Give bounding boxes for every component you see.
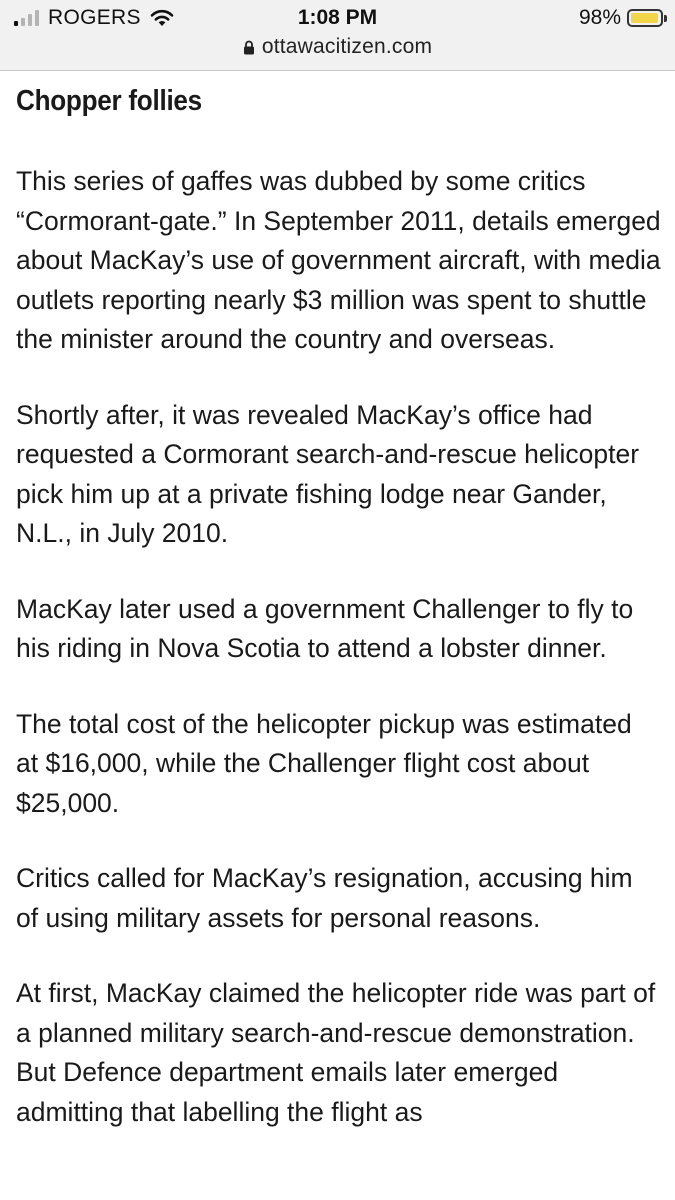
battery-group (579, 6, 663, 30)
lock-icon (243, 40, 255, 55)
address-bar[interactable] (0, 34, 675, 60)
clock: 1:08 PM (297, 6, 378, 29)
url-text: ottawacitizen.com (261, 35, 433, 58)
article-paragraph: The total cost of the helicopter pickup was estimated at $16,000, while the Challenger flight cost about $25,000. (16, 708, 632, 818)
battery-percent: 98% (578, 6, 621, 29)
article-body (16, 82, 661, 1132)
article-paragraph: Shortly after, it was revealed MacKay’s office had requested a Cormorant search-and-rescue helicopter pick him up at a private fishing lodge near Gander, N.L., in July 2010. (16, 399, 640, 548)
article-paragraph: At first, MacKay claimed the helicopter ride was part of a planned military search-and-rescue demonstration. But Defence department emails later emerged admitting that labelling the flight as (16, 978, 656, 1127)
carrier-name: ROGERS (48, 6, 141, 29)
article-paragraph: This series of gaffes was dubbed by some critics “Cormorant-gate.” In September 2011, details emerged about MacKay’s use of government aircraft, with media outlets reporting nearly $3 million was spent to shuttle the minister around the country and overseas. (16, 166, 661, 354)
article-headline: Chopper follies (16, 85, 202, 117)
article-paragraph: Critics called for MacKay’s resignation, accusing him of using military assets for personal reasons. (16, 863, 633, 933)
battery-fill (631, 13, 658, 23)
status-bar (0, 0, 675, 71)
battery-icon (627, 9, 663, 27)
article-paragraph: MacKay later used a government Challenger to fly to his riding in Nova Scotia to attend a lobster dinner. (16, 593, 634, 663)
